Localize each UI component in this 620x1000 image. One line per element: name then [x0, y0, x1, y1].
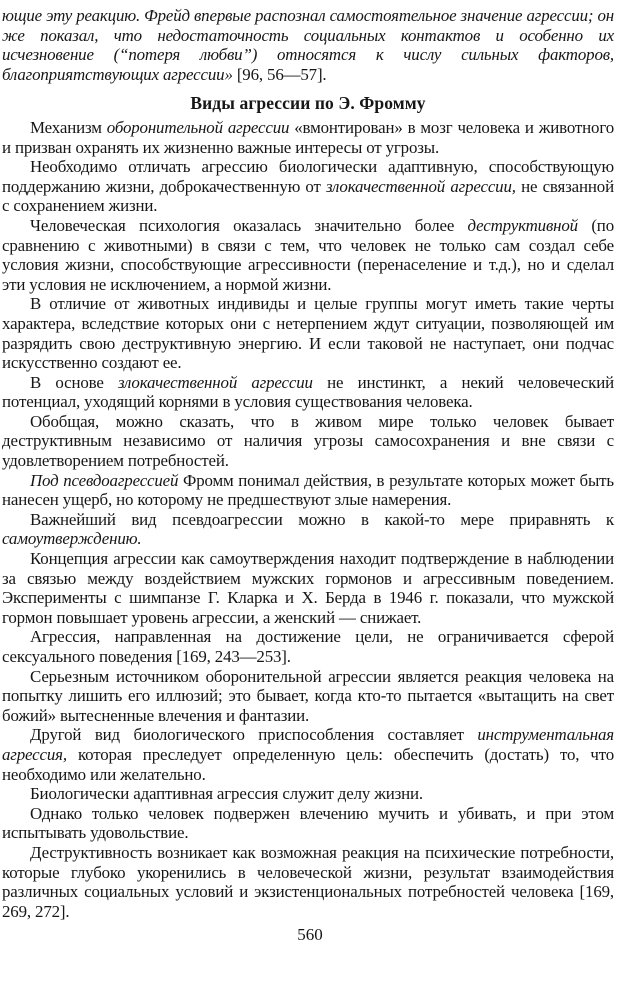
text-run: В основе: [30, 372, 118, 392]
italic-term: злокачественной агрессии,: [325, 176, 516, 196]
text-run: Другой вид биологического приспособления составляет: [30, 725, 478, 745]
text-run: Необходимо отличать агрессию биологически адаптивную, способствующую поддержанию жизни, доброкачественную от: [2, 157, 614, 196]
paragraph-adaptive-aggression: [2, 157, 614, 216]
paragraph-illusions: Серьезным источником оборонительной агрессии является реакция человека на попытку лишить его иллюзий; это бывает, когда кто-то пытается «вытащить на свет божий» вытесненные влечения и фантазии.: [2, 666, 614, 725]
intro-citation: [96, 56—57].: [232, 64, 327, 84]
paragraph-torment: Однако только человек подвержен влечению мучить и убивать, и при этом испытывать удовольствие.: [2, 803, 614, 843]
text-run: (по сравнению с животными) в связи с тем, что человек не только сам создал себе условия жизни, способствующие агрессивности (перенаселение и т.д.), но и сделал эти условия не исключением, а нормой жизни.: [2, 215, 614, 294]
text-run: Механизм: [30, 117, 107, 137]
italic-term: Под псевдоагрессией: [30, 470, 179, 490]
paragraph-adaptive-life: Биологически адаптивная агрессия служит делу жизни.: [30, 784, 423, 804]
paragraph-malignant-basis: [2, 373, 614, 412]
text-run: «вмонтирован» в мозг человека и животного и призван охранять их жизненно важные интересы от угрозы.: [2, 117, 614, 157]
text-run: не инстинкт, а некий человеческий потенциал, уходящий корнями в условия существования человека.: [2, 372, 614, 412]
italic-term: оборонительной агрессии: [106, 117, 290, 137]
paragraph-instrumental: [2, 725, 614, 784]
intro-quote-italic: ющие эту реакцию. Фрейд впервые распознал самостоятельное значение агрессии; он же показал, что недостаточность социальных контактов и особенно их исчезновение (“потеря любви”) относятся к числу сильных факторов, благоприятствующих агрессии»: [2, 6, 614, 84]
text-run: не связанной с сохранением жизни.: [2, 176, 614, 216]
paragraph-generalization: Обобщая, можно сказать, что в живом мире только человек бывает деструктивным независимо от наличия угрозы самосохранения и вне связи с удовлетворением потребностей.: [2, 411, 614, 471]
paragraph-destructive-psychology: [2, 216, 614, 294]
paragraph-hormones: Концепция агрессии как самоутверждения находит подтверждение в наблюдении за связью между воздействием мужских гормонов и агрессивным поведением. Эксперименты с шимпанзе Г. Кларка и Х. Берда в 1946 г. показали, что мужской гормон повышает уровень агрессии, а женский — снижает.: [2, 549, 614, 627]
paragraph-self-assertion: [2, 510, 614, 549]
text-run: Фромм понимал действия, в результате которых может быть нанесен ущерб, но которому не предшествуют злые намерения.: [2, 470, 614, 510]
page-text: [2, 6, 614, 921]
text-run: Важнейший вид псевдоагрессии можно в какой-то мере приравнять к: [30, 509, 614, 529]
paragraph-goal-aggression: Агрессия, направленная на достижение цели, не ограничивается сферой сексуального поведения [169, 243—253].: [2, 627, 614, 666]
italic-term: злокачественной агрессии: [117, 372, 313, 392]
page-number: 560: [297, 925, 323, 944]
text-run: Человеческая психология оказалась значительно более: [30, 215, 468, 235]
italic-term: инструментальная агрессия,: [2, 725, 614, 764]
text-run: которая преследует определенную цель: обеспечить (достать) то, что необходимо или желательно.: [2, 744, 614, 784]
paragraph-defensive-aggression: [2, 118, 614, 157]
italic-term: деструктивной: [467, 215, 578, 235]
paragraph-destructiveness: Деструктивность возникает как возможная реакция на психические потребности, которые глубоко укоренились в человеческой жизни, результат взаимодействия различных социальных условий и экзистенциональных потребностей человека [169, 269, 272].: [2, 842, 614, 921]
italic-term: самоутверждению.: [2, 529, 142, 549]
paragraph-groups-character: В отличие от животных индивиды и целые группы могут иметь такие черты характера, вследствие которых они с нетерпением ждут ситуации, позволяющей им разрядить свою деструктивную энергию. И если таковой не наступает, они подчас искусственно создают ее.: [2, 294, 614, 373]
paragraph-pseudoaggression: [2, 471, 614, 510]
section-title: Виды агрессии по Э. Фромму: [190, 93, 426, 114]
intro-quote-continuation: [2, 6, 614, 84]
